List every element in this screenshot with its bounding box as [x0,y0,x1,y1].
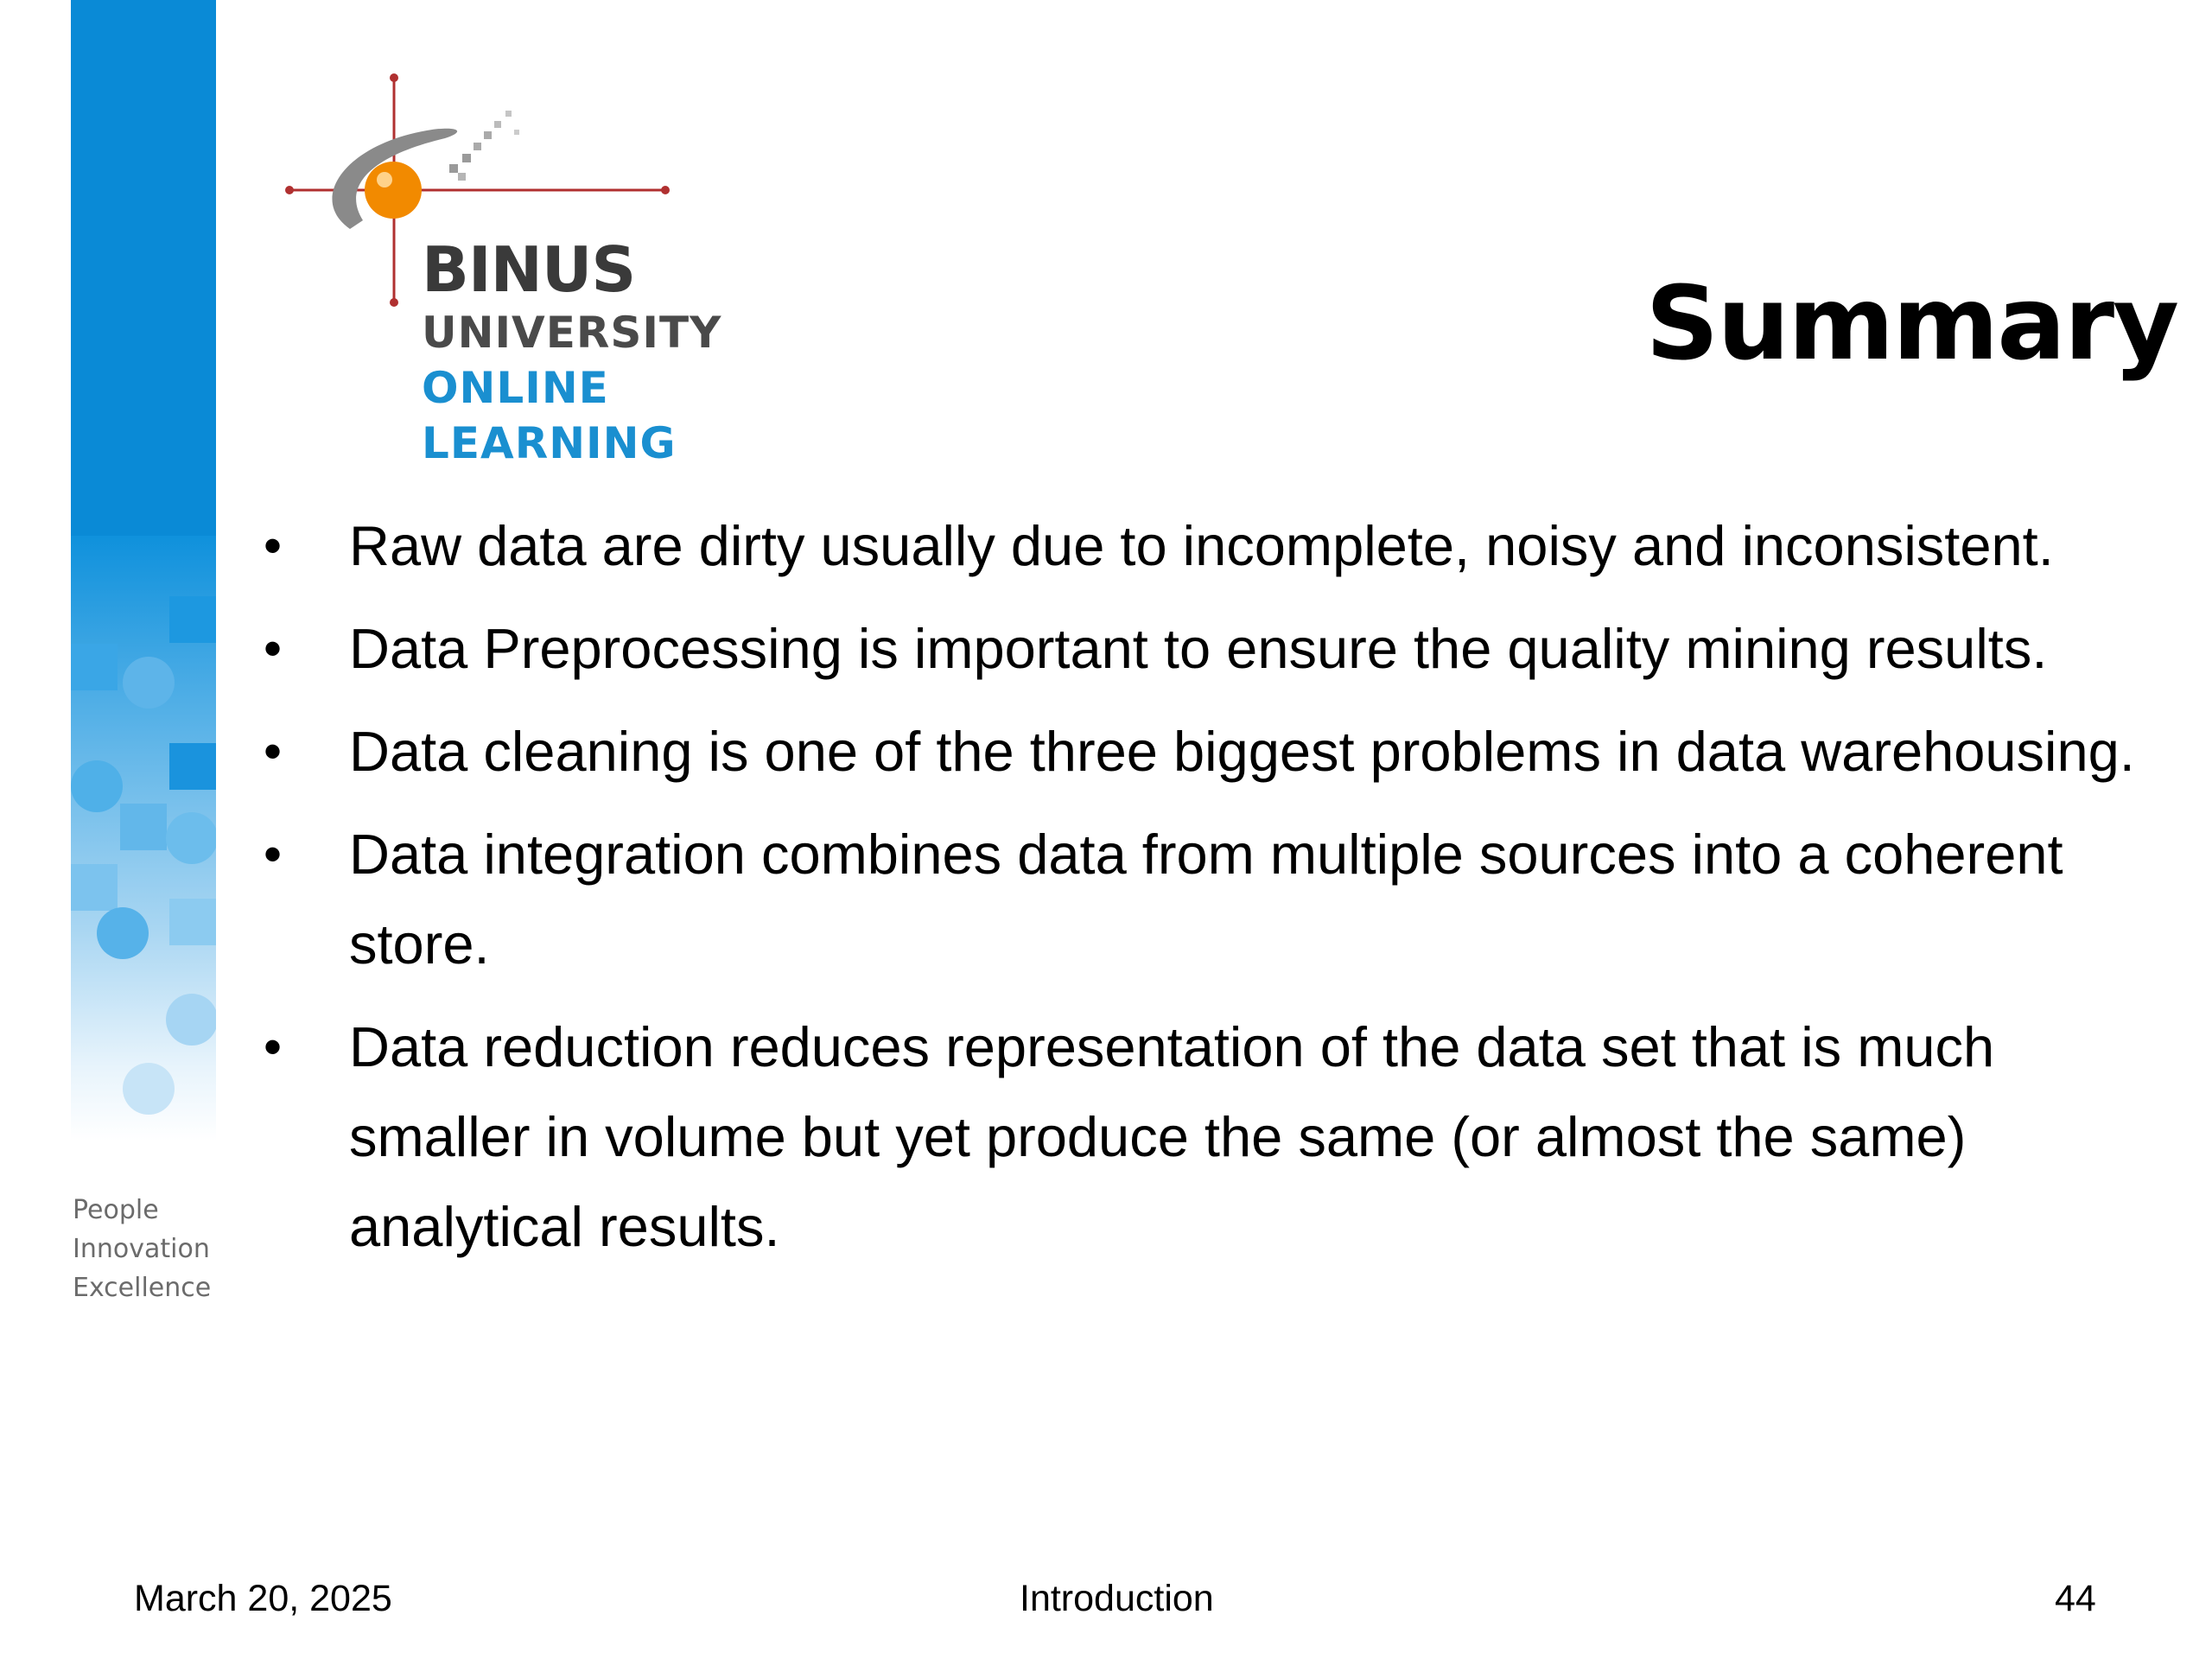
bullet-dot-icon: • [264,1018,283,1076]
strip-tile [71,644,118,690]
strip-tile [71,864,118,911]
slide-title: Summary [1645,264,2177,383]
bullet-dot-icon: • [264,825,283,883]
bullet-item [259,604,2186,694]
bullet-text: Data reduction reduces representation of the data set that is much smaller in volume but yet produce the same (or almost the same) analytical results. [349,1015,1995,1258]
bullet-item [259,501,2186,591]
footer-section-title: Introduction [1020,1578,1214,1619]
strip-tile [120,804,167,850]
strip-circle [97,907,149,959]
strip-circle [166,994,216,1046]
bullet-text: Data cleaning is one of the three biggest problems in data warehousing. [349,720,2135,783]
bullet-text: Data Preprocessing is important to ensure the quality mining results. [349,617,2048,680]
strip-circle [71,760,123,812]
strip-circle [123,1063,175,1115]
tagline-line: Excellence [73,1273,212,1303]
footer-page-number: 44 [2055,1578,2096,1619]
strip-tile [169,743,216,790]
bullet-text: Data integration combines data from multiple sources into a coherent store. [349,823,2063,976]
strip-tile [169,596,216,643]
bullet-item [259,707,2186,797]
logo-word: UNIVERSITY [422,308,722,358]
logo-word: ONLINE [422,363,609,413]
tagline [73,1191,228,1307]
strip-circle [166,812,216,864]
strip-tile [169,899,216,945]
side-decoration-strip [71,0,216,1141]
bullet-item [259,1002,2186,1272]
strip-solid-block [71,0,216,553]
strip-circle [123,657,175,709]
bullet-dot-icon: • [264,620,283,677]
tagline-line: People [73,1195,159,1225]
tagline-line: Innovation [73,1234,210,1264]
logo-word: BINUS [422,233,636,306]
bullet-item [259,810,2186,989]
logo-word: LEARNING [422,418,677,468]
bullet-list [259,501,2186,1285]
bullet-text: Raw data are dirty usually due to incomplete, noisy and inconsistent. [349,514,2054,577]
bullet-dot-icon: • [264,722,283,780]
footer-date: March 20, 2025 [134,1578,392,1619]
bullet-dot-icon: • [264,517,283,575]
